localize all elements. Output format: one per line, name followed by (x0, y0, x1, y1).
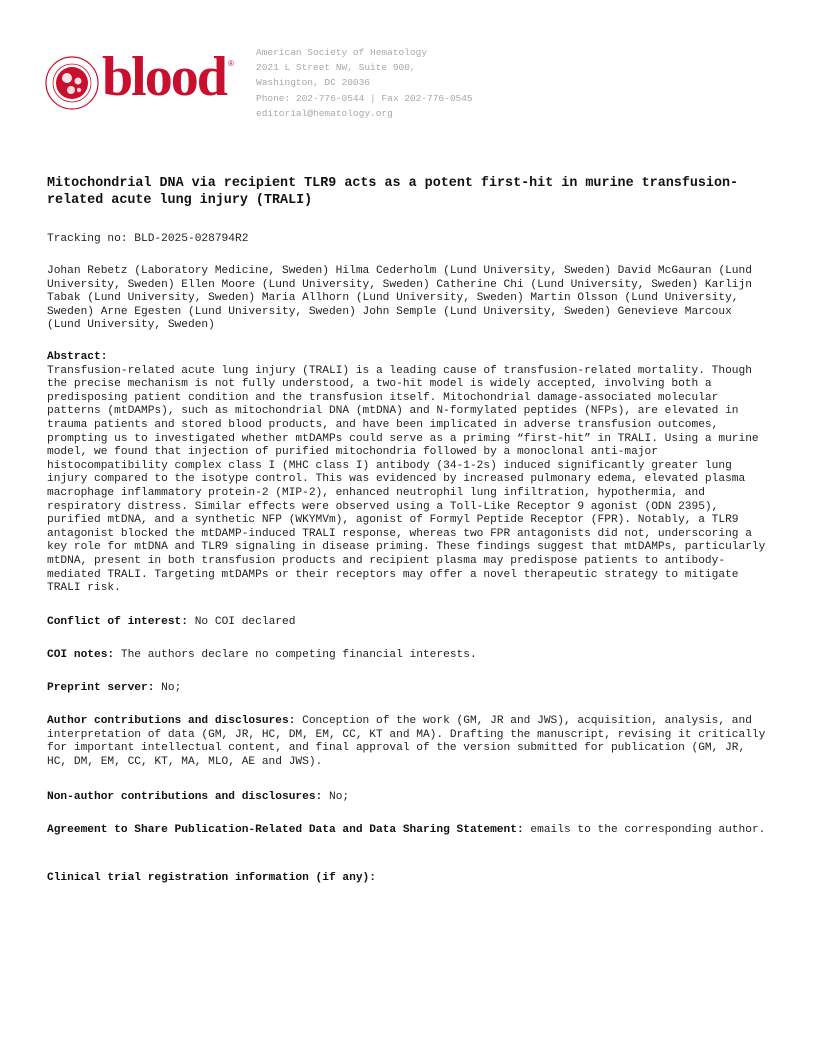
ash-seal-icon (44, 55, 100, 111)
author-list: Johan Rebetz (Laboratory Medicine, Sweden) Hilma Cederholm (Lund University, Sweden) David McGauran (Lund University, Sweden) Ellen Moore (Lund University, Sweden) Catherine Chi (Lund University, Sweden) Karlijn Tabak (Lund University, Sweden) Maria Allhorn (Lund University, Sweden) Martin Olsson (Lund University, Sweden) Arne Egesten (Lund University, Sweden) John Semple (Lund University, Sweden) Genevieve Marcoux (Lund University, Sweden) (47, 265, 752, 332)
abstract-text: Transfusion-related acute lung injury (TRALI) is a leading cause of transfusion-related mortality. Though the precise mechanism is not fully understood, a two-hit model is widely accepted, involving both a predisposing patient condition and the transfusion itself. Mitochondrial damage-associated molecular patterns (mtDAMPs), such as mitochondrial DNA (mtDNA) and N-formylated peptides (NFPs), are elevated in trauma patients and stored blood products, and have been implicated in adverse transfusion outcomes, prompting us to investigated whether mtDAMPs could serve as a priming “first-hit” in TRALI. Using a murine model, we found that injection of purified mitochondria followed by a monoclonal anti-major histocompatibility complex class I (MHC class I) antibody (34-1-2s) induced significantly greater lung injury compared to the isotype control. This was evidenced by increased pulmonary edema, elevated plasma macrophage inflammatory protein-2 (MIP-2), enhanced neutrophil lung infiltration, hypothermia, and respiratory distress. Similar effects were observed using a Toll-Like Receptor 9 agonist (ODN 2395), purified mtDNA, and a synthetic NFP (WKYMVm), agonist of Formyl Peptide Receptor (FPR). Notably, a TLR9 antagonist blocked the mtDAMP-induced TRALI response, whereas two FPR antagonists did not, underscoring a key role for mtDNA and TLR9 signaling in disease priming. These findings suggest that mtDAMPs, particularly mtDNA, present in both transfusion products and recipient plasma may predispose patients to antibody-mediated TRALI. Targeting mtDAMPs or their receptors may offer a novel therapeutic strategy to mitigate TRALI risk. (47, 364, 766, 595)
author-contributions-field (47, 715, 769, 769)
author-contributions-label: Author contributions and disclosures: (47, 715, 296, 727)
tracking-number: Tracking no: BLD-2025-028794R2 (47, 233, 249, 245)
coi-label: Conflict of interest: (47, 616, 188, 628)
coi-value: No COI declared (194, 616, 296, 628)
address-line: 2021 L Street NW, Suite 900, (256, 62, 416, 74)
author-contributions-value: Conception of the work (GM, JR and JWS), acquisition, analysis, and interpretation of data (GM, JR, HC, DM, EM, CC, KT and MA). Drafting the manuscript, revising it critically for important intellectual content, and final approval of the version submitted for publication (GM, JR, HC, DM, EM, CC, KT, MA, MLO, AE and JWS). (47, 715, 766, 768)
publisher-address (256, 45, 473, 121)
abstract-section (47, 351, 769, 596)
abstract-label: Abstract: (47, 351, 108, 363)
coi-notes-field (47, 649, 769, 663)
registered-mark: ® (228, 59, 234, 68)
address-line: American Society of Hematology (256, 47, 428, 58)
preprint-value: No; (161, 682, 182, 694)
data-sharing-value: emails to the corresponding author. (530, 824, 766, 836)
clinical-trial-label: Clinical trial registration information (if any): (47, 872, 376, 884)
address-email[interactable]: editorial@hematology.org (256, 107, 393, 119)
coi-field (47, 616, 769, 630)
coi-notes-label: COI notes: (47, 649, 115, 661)
nonauthor-contributions-value: No; (328, 791, 350, 803)
nonauthor-contributions-field (47, 791, 769, 805)
data-sharing-label: Agreement to Share Publication-Related Data and Data Sharing Statement: (47, 824, 524, 836)
blood-journal-logo (44, 46, 244, 115)
paper-title: Mitochondrial DNA via recipient TLR9 acts as a potent first-hit in murine transfusion-related acute lung injury (TRALI) (47, 176, 739, 208)
preprint-label: Preprint server: (47, 682, 155, 694)
clinical-trial-field (47, 872, 769, 886)
address-line: Washington, DC 20036 (256, 77, 371, 89)
logo-wordmark: blood (102, 46, 226, 108)
nonauthor-contributions-label: Non-author contributions and disclosures: (47, 791, 323, 803)
data-sharing-field (47, 824, 769, 838)
preprint-field (47, 682, 769, 696)
address-line: Phone: 202-776-0544 | Fax 202-776-0545 (256, 92, 473, 104)
manuscript-body (47, 176, 769, 884)
coi-notes-value: The authors declare no competing financial interests. (120, 649, 477, 661)
